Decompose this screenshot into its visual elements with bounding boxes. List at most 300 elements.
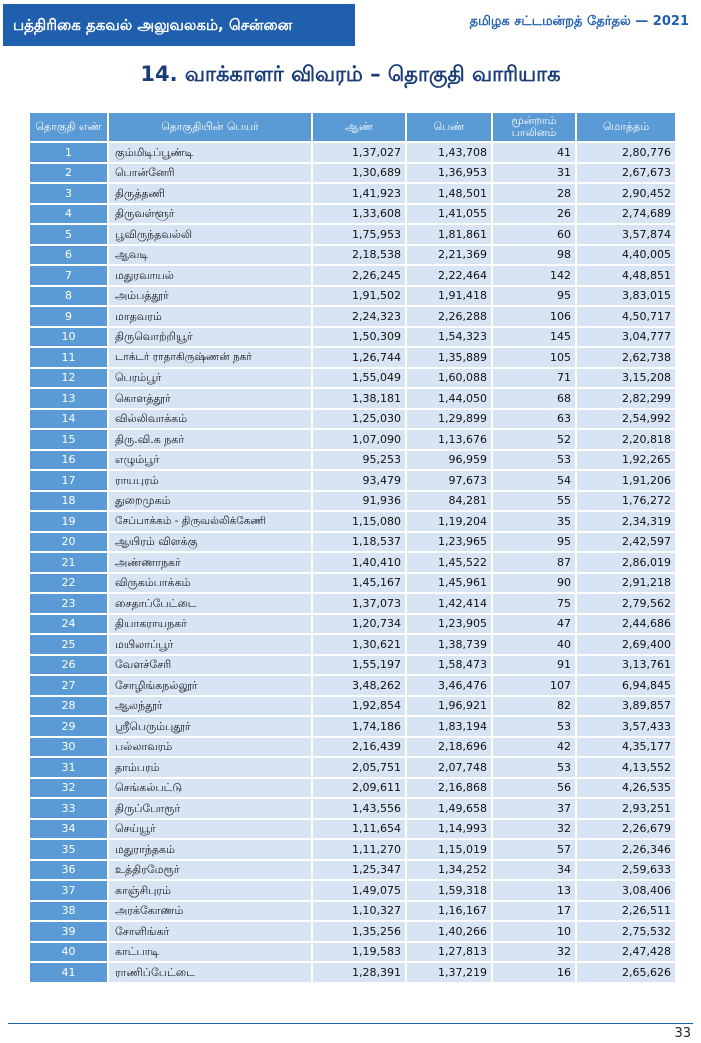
- table-row: [30, 902, 677, 923]
- female-count: 1,36,953: [407, 164, 493, 185]
- total-count: 2,79,562: [577, 594, 677, 615]
- constituency-name: பெரம்பூர்: [109, 369, 313, 390]
- third-gender-count: 57: [493, 840, 577, 861]
- male-count: 2,09,611: [313, 779, 407, 800]
- total-count: 3,04,777: [577, 328, 677, 349]
- table-row: [30, 430, 677, 451]
- third-gender-count: 95: [493, 533, 577, 554]
- table-row: [30, 758, 677, 779]
- third-gender-count: 53: [493, 758, 577, 779]
- male-count: 1,74,186: [313, 717, 407, 738]
- female-count: 1,16,167: [407, 902, 493, 923]
- constituency-name: பல்லாவரம்: [109, 738, 313, 759]
- constituency-name: தாம்பரம்: [109, 758, 313, 779]
- female-count: 96,959: [407, 451, 493, 472]
- table-row: [30, 164, 677, 185]
- male-count: 1,15,080: [313, 512, 407, 533]
- constituency-name: அம்பத்தூர்: [109, 287, 313, 308]
- third-gender-count: 32: [493, 820, 577, 841]
- row-number: 39: [30, 922, 109, 943]
- male-count: 1,92,854: [313, 697, 407, 718]
- male-count: 91,936: [313, 492, 407, 513]
- total-count: 2,42,597: [577, 533, 677, 554]
- male-count: 1,30,689: [313, 164, 407, 185]
- table-row: [30, 328, 677, 349]
- table-row: [30, 389, 677, 410]
- row-number: 3: [30, 184, 109, 205]
- row-number: 23: [30, 594, 109, 615]
- table-row: [30, 676, 677, 697]
- total-count: 4,40,005: [577, 246, 677, 267]
- row-number: 27: [30, 676, 109, 697]
- row-number: 7: [30, 266, 109, 287]
- female-count: 1,91,418: [407, 287, 493, 308]
- female-count: 1,19,204: [407, 512, 493, 533]
- total-count: 1,76,272: [577, 492, 677, 513]
- total-count: 2,34,319: [577, 512, 677, 533]
- male-count: 2,16,439: [313, 738, 407, 759]
- third-gender-count: 142: [493, 266, 577, 287]
- total-count: 1,91,206: [577, 471, 677, 492]
- third-gender-count: 40: [493, 635, 577, 656]
- female-count: 1,43,708: [407, 143, 493, 164]
- third-gender-count: 71: [493, 369, 577, 390]
- third-gender-count: 47: [493, 615, 577, 636]
- third-gender-count: 95: [493, 287, 577, 308]
- constituency-name: ஆலந்தூர்: [109, 697, 313, 718]
- row-number: 40: [30, 943, 109, 964]
- row-number: 1: [30, 143, 109, 164]
- female-count: 97,673: [407, 471, 493, 492]
- constituency-name: திருவள்ளூர்: [109, 205, 313, 226]
- male-count: 1,28,391: [313, 963, 407, 984]
- row-number: 8: [30, 287, 109, 308]
- male-count: 2,24,323: [313, 307, 407, 328]
- table-row: [30, 287, 677, 308]
- total-count: 2,74,689: [577, 205, 677, 226]
- constituency-name: ராணிப்பேட்டை: [109, 963, 313, 984]
- constituency-name: டாக்டர் ராதாகிருஷ்ணன் நகர்: [109, 348, 313, 369]
- third-gender-count: 90: [493, 574, 577, 595]
- female-count: 1,58,473: [407, 656, 493, 677]
- constituency-name: செங்கல்பட்டு: [109, 779, 313, 800]
- election-header: தமிழக சட்டமன்றத் தேர்தல் — 2021: [469, 14, 689, 29]
- row-number: 16: [30, 451, 109, 472]
- male-count: 1,18,537: [313, 533, 407, 554]
- table-row: [30, 184, 677, 205]
- male-count: 1,07,090: [313, 430, 407, 451]
- third-gender-count: 17: [493, 902, 577, 923]
- constituency-name: ராயபுரம்: [109, 471, 313, 492]
- header-male: ஆண்: [313, 113, 407, 143]
- male-count: 1,37,073: [313, 594, 407, 615]
- row-number: 26: [30, 656, 109, 677]
- male-count: 1,75,953: [313, 225, 407, 246]
- table-row: [30, 861, 677, 882]
- third-gender-count: 63: [493, 410, 577, 431]
- third-gender-count: 52: [493, 430, 577, 451]
- constituency-name: உத்திரமேரூர்: [109, 861, 313, 882]
- table-row: [30, 205, 677, 226]
- table-row: [30, 143, 677, 164]
- male-count: 1,40,410: [313, 553, 407, 574]
- male-count: 1,33,608: [313, 205, 407, 226]
- male-count: 1,91,502: [313, 287, 407, 308]
- male-count: 1,11,654: [313, 820, 407, 841]
- table-row: [30, 943, 677, 964]
- male-count: 2,18,538: [313, 246, 407, 267]
- table-row: [30, 820, 677, 841]
- header-constituency-name: தொகுதியின் பெயர்: [109, 113, 313, 143]
- constituency-name: பொன்னேரி: [109, 164, 313, 185]
- third-gender-count: 56: [493, 779, 577, 800]
- male-count: 2,26,245: [313, 266, 407, 287]
- female-count: 1,14,993: [407, 820, 493, 841]
- total-count: 2,44,686: [577, 615, 677, 636]
- total-count: 2,54,992: [577, 410, 677, 431]
- total-count: 2,26,346: [577, 840, 677, 861]
- table-row: [30, 348, 677, 369]
- male-count: 1,50,309: [313, 328, 407, 349]
- third-gender-count: 28: [493, 184, 577, 205]
- constituency-name: மதுராந்தகம்: [109, 840, 313, 861]
- third-gender-count: 60: [493, 225, 577, 246]
- male-count: 1,20,734: [313, 615, 407, 636]
- total-count: 3,57,874: [577, 225, 677, 246]
- row-number: 12: [30, 369, 109, 390]
- row-number: 29: [30, 717, 109, 738]
- header-constituency-no: தொகுதி எண்: [30, 113, 109, 143]
- table-row: [30, 799, 677, 820]
- male-count: 1,41,923: [313, 184, 407, 205]
- female-count: 2,18,696: [407, 738, 493, 759]
- third-gender-count: 68: [493, 389, 577, 410]
- third-gender-count: 82: [493, 697, 577, 718]
- third-gender-count: 75: [493, 594, 577, 615]
- row-number: 18: [30, 492, 109, 513]
- female-count: 84,281: [407, 492, 493, 513]
- total-count: 4,13,552: [577, 758, 677, 779]
- row-number: 5: [30, 225, 109, 246]
- total-count: 2,62,738: [577, 348, 677, 369]
- third-gender-count: 42: [493, 738, 577, 759]
- female-count: 2,21,369: [407, 246, 493, 267]
- third-gender-count: 10: [493, 922, 577, 943]
- total-count: 3,57,433: [577, 717, 677, 738]
- row-number: 14: [30, 410, 109, 431]
- row-number: 34: [30, 820, 109, 841]
- female-count: 1,44,050: [407, 389, 493, 410]
- row-number: 32: [30, 779, 109, 800]
- total-count: 2,93,251: [577, 799, 677, 820]
- page-title: 14. வாக்காளர் விவரம் – தொகுதி வாரியாக: [140, 62, 561, 86]
- total-count: 2,65,626: [577, 963, 677, 984]
- row-number: 4: [30, 205, 109, 226]
- third-gender-count: 107: [493, 676, 577, 697]
- constituency-name: பூவிருந்தவல்லி: [109, 225, 313, 246]
- female-count: 1,45,961: [407, 574, 493, 595]
- total-count: 2,47,428: [577, 943, 677, 964]
- female-count: 2,16,868: [407, 779, 493, 800]
- table-row: [30, 635, 677, 656]
- third-gender-count: 26: [493, 205, 577, 226]
- female-count: 3,46,476: [407, 676, 493, 697]
- constituency-name: சைதாப்பேட்டை: [109, 594, 313, 615]
- constituency-name: அண்ணாநகர்: [109, 553, 313, 574]
- male-count: 1,45,167: [313, 574, 407, 595]
- total-count: 2,91,218: [577, 574, 677, 595]
- table-row: [30, 225, 677, 246]
- third-gender-count: 41: [493, 143, 577, 164]
- constituency-name: எழும்பூர்: [109, 451, 313, 472]
- third-gender-count: 53: [493, 451, 577, 472]
- third-gender-count: 16: [493, 963, 577, 984]
- total-count: 2,82,299: [577, 389, 677, 410]
- row-number: 6: [30, 246, 109, 267]
- table-row: [30, 738, 677, 759]
- constituency-name: கொளத்தூர்: [109, 389, 313, 410]
- male-count: 1,37,027: [313, 143, 407, 164]
- constituency-name: சேப்பாக்கம் - திருவல்லிக்கேணி: [109, 512, 313, 533]
- table-row: [30, 451, 677, 472]
- row-number: 9: [30, 307, 109, 328]
- constituency-name: சோளிங்கர்: [109, 922, 313, 943]
- male-count: 1,10,327: [313, 902, 407, 923]
- third-gender-count: 106: [493, 307, 577, 328]
- table-row: [30, 574, 677, 595]
- row-number: 28: [30, 697, 109, 718]
- table-row: [30, 717, 677, 738]
- row-number: 15: [30, 430, 109, 451]
- male-count: 2,05,751: [313, 758, 407, 779]
- row-number: 20: [30, 533, 109, 554]
- total-count: 2,59,633: [577, 861, 677, 882]
- row-number: 41: [30, 963, 109, 984]
- female-count: 1,59,318: [407, 881, 493, 902]
- female-count: 1,60,088: [407, 369, 493, 390]
- constituency-name: மதுரவாயல்: [109, 266, 313, 287]
- female-count: 2,07,748: [407, 758, 493, 779]
- third-gender-count: 53: [493, 717, 577, 738]
- constituency-name: காஞ்சிபுரம்: [109, 881, 313, 902]
- constituency-name: திருப்போரூர்: [109, 799, 313, 820]
- constituency-name: ஆவடி: [109, 246, 313, 267]
- row-number: 38: [30, 902, 109, 923]
- table-row: [30, 840, 677, 861]
- total-count: 6,94,845: [577, 676, 677, 697]
- constituency-name: விருகம்பாக்கம்: [109, 574, 313, 595]
- total-count: 3,15,208: [577, 369, 677, 390]
- total-count: 2,20,818: [577, 430, 677, 451]
- table-row: [30, 922, 677, 943]
- female-count: 1,29,899: [407, 410, 493, 431]
- table-row: [30, 533, 677, 554]
- header-total: மொத்தம்: [577, 113, 677, 143]
- table-row: [30, 881, 677, 902]
- female-count: 1,37,219: [407, 963, 493, 984]
- total-count: 4,50,717: [577, 307, 677, 328]
- row-number: 33: [30, 799, 109, 820]
- total-count: 2,90,452: [577, 184, 677, 205]
- female-count: 1,40,266: [407, 922, 493, 943]
- male-count: 1,49,075: [313, 881, 407, 902]
- female-count: 1,83,194: [407, 717, 493, 738]
- third-gender-count: 55: [493, 492, 577, 513]
- table-row: [30, 697, 677, 718]
- third-gender-count: 105: [493, 348, 577, 369]
- female-count: 1,35,889: [407, 348, 493, 369]
- female-count: 1,81,861: [407, 225, 493, 246]
- row-number: 13: [30, 389, 109, 410]
- total-count: 4,48,851: [577, 266, 677, 287]
- total-count: 1,92,265: [577, 451, 677, 472]
- female-count: 2,22,464: [407, 266, 493, 287]
- table-row: [30, 963, 677, 984]
- male-count: 1,55,049: [313, 369, 407, 390]
- female-count: 1,48,501: [407, 184, 493, 205]
- constituency-name: அரக்கோணம்: [109, 902, 313, 923]
- constituency-name: திருவொற்றியூர்: [109, 328, 313, 349]
- constituency-name: ஸ்ரீபெரும்புதூர்: [109, 717, 313, 738]
- header-female: பெண்: [407, 113, 493, 143]
- male-count: 1,30,621: [313, 635, 407, 656]
- constituency-name: வில்லிவாக்கம்: [109, 410, 313, 431]
- table-row: [30, 615, 677, 636]
- total-count: 3,89,857: [577, 697, 677, 718]
- total-count: 2,67,673: [577, 164, 677, 185]
- female-count: 1,41,055: [407, 205, 493, 226]
- page-number: 33: [674, 1026, 691, 1041]
- female-count: 1,23,965: [407, 533, 493, 554]
- total-count: 4,26,535: [577, 779, 677, 800]
- table-row: [30, 512, 677, 533]
- total-count: 3,83,015: [577, 287, 677, 308]
- total-count: 2,80,776: [577, 143, 677, 164]
- row-number: 31: [30, 758, 109, 779]
- third-gender-count: 34: [493, 861, 577, 882]
- total-count: 4,35,177: [577, 738, 677, 759]
- male-count: 1,38,181: [313, 389, 407, 410]
- office-header: பத்திரிகை தகவல் அலுவலகம், சென்னை: [3, 4, 355, 46]
- table-row: [30, 266, 677, 287]
- row-number: 22: [30, 574, 109, 595]
- total-count: 2,26,679: [577, 820, 677, 841]
- table-row: [30, 492, 677, 513]
- third-gender-count: 87: [493, 553, 577, 574]
- constituency-name: காட்பாடி: [109, 943, 313, 964]
- row-number: 35: [30, 840, 109, 861]
- female-count: 2,26,288: [407, 307, 493, 328]
- constituency-name: ஆயிரம் விளக்கு: [109, 533, 313, 554]
- male-count: 95,253: [313, 451, 407, 472]
- female-count: 1,42,414: [407, 594, 493, 615]
- female-count: 1,96,921: [407, 697, 493, 718]
- row-number: 30: [30, 738, 109, 759]
- table-header-row: [30, 113, 677, 143]
- male-count: 1,35,256: [313, 922, 407, 943]
- female-count: 1,23,905: [407, 615, 493, 636]
- footer-divider: [8, 1023, 693, 1024]
- header-third-gender: மூன்றாம் பாலினம்: [493, 113, 577, 143]
- male-count: 1,26,744: [313, 348, 407, 369]
- row-number: 24: [30, 615, 109, 636]
- third-gender-count: 32: [493, 943, 577, 964]
- table-body: [30, 143, 677, 984]
- female-count: 1,13,676: [407, 430, 493, 451]
- third-gender-count: 145: [493, 328, 577, 349]
- table-row: [30, 246, 677, 267]
- female-count: 1,34,252: [407, 861, 493, 882]
- total-count: 2,86,019: [577, 553, 677, 574]
- row-number: 25: [30, 635, 109, 656]
- male-count: 1,55,197: [313, 656, 407, 677]
- male-count: 1,25,030: [313, 410, 407, 431]
- row-number: 10: [30, 328, 109, 349]
- female-count: 1,49,658: [407, 799, 493, 820]
- constituency-name: திருத்தணி: [109, 184, 313, 205]
- constituency-name: துறைமுகம்: [109, 492, 313, 513]
- constituency-name: திரு.வி.க நகர்: [109, 430, 313, 451]
- total-count: 2,69,400: [577, 635, 677, 656]
- constituency-name: கும்மிடிப்பூண்டி: [109, 143, 313, 164]
- table-row: [30, 471, 677, 492]
- table-row: [30, 553, 677, 574]
- total-count: 3,08,406: [577, 881, 677, 902]
- table-row: [30, 369, 677, 390]
- third-gender-count: 54: [493, 471, 577, 492]
- row-number: 36: [30, 861, 109, 882]
- third-gender-count: 35: [493, 512, 577, 533]
- constituency-name: மாதவரம்: [109, 307, 313, 328]
- voters-table: [30, 113, 677, 984]
- row-number: 37: [30, 881, 109, 902]
- third-gender-count: 91: [493, 656, 577, 677]
- male-count: 1,43,556: [313, 799, 407, 820]
- female-count: 1,15,019: [407, 840, 493, 861]
- constituency-name: தியாகராயநகர்: [109, 615, 313, 636]
- row-number: 21: [30, 553, 109, 574]
- male-count: 1,11,270: [313, 840, 407, 861]
- female-count: 1,27,813: [407, 943, 493, 964]
- constituency-name: செய்யூர்: [109, 820, 313, 841]
- third-gender-count: 13: [493, 881, 577, 902]
- female-count: 1,45,522: [407, 553, 493, 574]
- male-count: 3,48,262: [313, 676, 407, 697]
- total-count: 2,26,511: [577, 902, 677, 923]
- female-count: 1,38,739: [407, 635, 493, 656]
- male-count: 1,19,583: [313, 943, 407, 964]
- row-number: 11: [30, 348, 109, 369]
- table-row: [30, 656, 677, 677]
- constituency-name: சோழிங்கநல்லூர்: [109, 676, 313, 697]
- table-row: [30, 410, 677, 431]
- third-gender-count: 98: [493, 246, 577, 267]
- total-count: 2,75,532: [577, 922, 677, 943]
- table-row: [30, 307, 677, 328]
- third-gender-count: 31: [493, 164, 577, 185]
- total-count: 3,13,761: [577, 656, 677, 677]
- table-row: [30, 594, 677, 615]
- constituency-name: மயிலாப்பூர்: [109, 635, 313, 656]
- female-count: 1,54,323: [407, 328, 493, 349]
- male-count: 1,25,347: [313, 861, 407, 882]
- row-number: 19: [30, 512, 109, 533]
- table-row: [30, 779, 677, 800]
- third-gender-count: 37: [493, 799, 577, 820]
- row-number: 2: [30, 164, 109, 185]
- male-count: 93,479: [313, 471, 407, 492]
- row-number: 17: [30, 471, 109, 492]
